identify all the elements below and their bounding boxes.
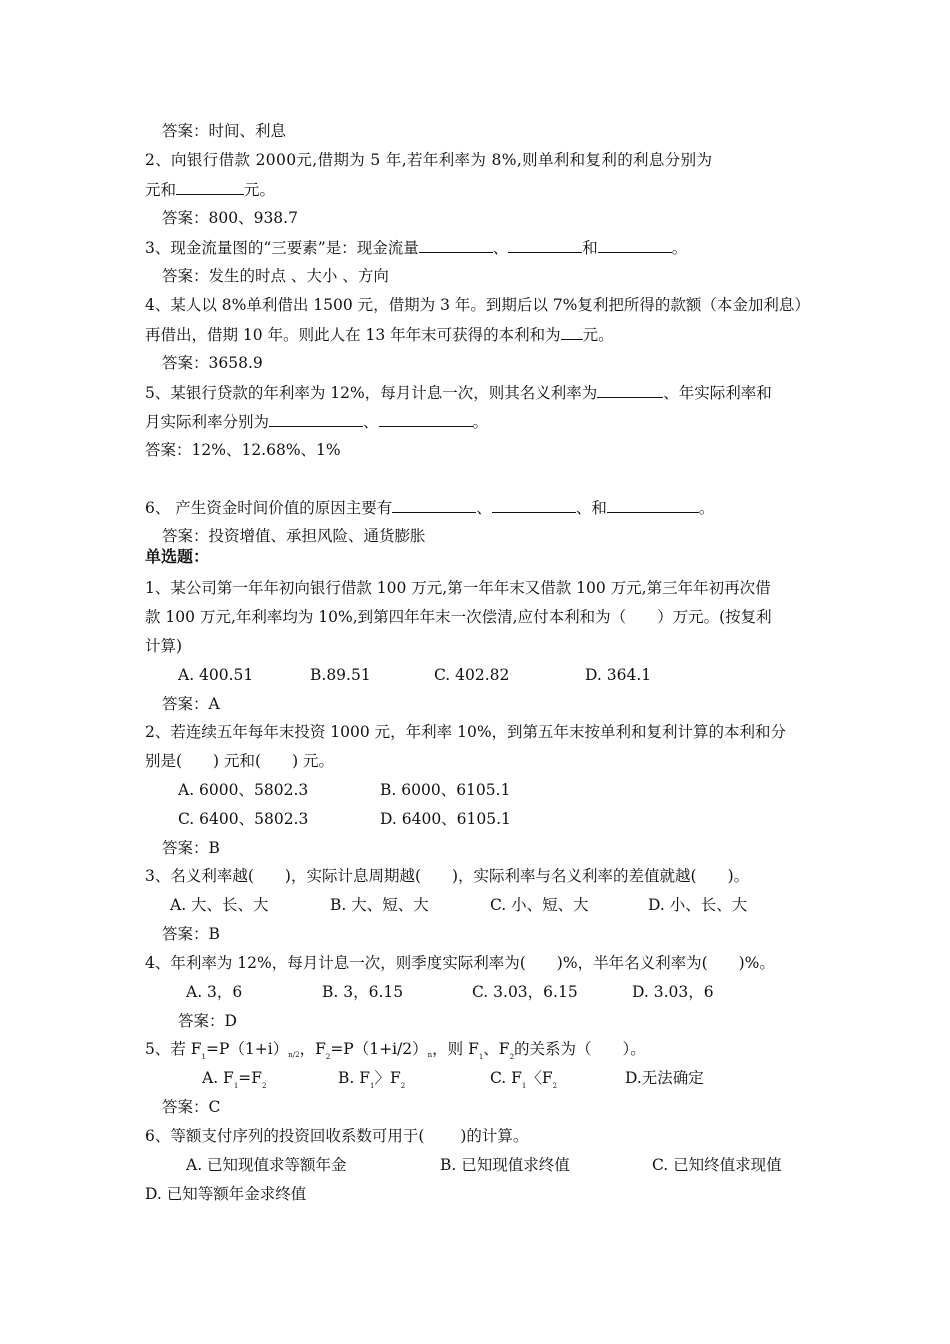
option-d[interactable]: D.无法确定: [625, 1069, 704, 1087]
answer-line: 答案：投资增值、承担风险、通货膨胀: [162, 527, 426, 545]
mc1-line-2: 款 100 万元,年利率均为 10%,到第四年年末一次偿清,应付本利和为（ ）万元。(按复利: [145, 608, 772, 626]
blank-field[interactable]: [176, 179, 244, 195]
option-c[interactable]: C. 6400、5802.3: [178, 810, 309, 828]
answer-line: 答案：发生的时点 、大小 、方向: [162, 267, 389, 285]
option-d[interactable]: D. 6400、6105.1: [380, 810, 511, 828]
option-b[interactable]: B. 已知现值求终值: [440, 1156, 570, 1174]
question-2-line-1: 2、向银行借款 2000元,借期为 5 年,若年利率为 8%,则单利和复利的利息分别为: [145, 151, 713, 169]
mc1-line-1: 1、某公司第一年年初向银行借款 100 万元,第一年年末又借款 100 万元,第三年年初再次借: [145, 579, 771, 597]
section-title: 单选题：: [145, 547, 210, 566]
question-6-line: 6、 产生资金时间价值的原因主要有 、 、和 。: [145, 499, 715, 517]
option-a[interactable]: A. 大、长、大: [170, 896, 269, 914]
option-a[interactable]: A. $F_1=F_2$: [202, 1069, 267, 1090]
mc2-line-2: 别是( ) 元和( ) 元。: [145, 752, 335, 770]
question-4-line-1: 4、某人以 8%单利借出 1500 元，借期为 3 年。到期后以 7%复利把所得的款额（本金加利息）: [145, 296, 810, 314]
blank-field[interactable]: [269, 411, 363, 427]
answer-line: 答案：3658.9: [162, 354, 263, 372]
option-a[interactable]: A. 6000、5802.3: [178, 781, 309, 799]
option-c[interactable]: C. 402.82: [434, 666, 510, 684]
question-5-line-2: 月实际利率分别为 、 。: [145, 413, 489, 431]
option-d[interactable]: D. 364.1: [585, 666, 652, 684]
option-b[interactable]: B. 大、短、大: [330, 896, 429, 914]
option-b[interactable]: B. $F_1$〉$F_2$: [338, 1069, 406, 1090]
answer-line: 答案：时间、利息: [162, 122, 287, 140]
question-3-line: 3、现金流量图的“三要素”是：现金流量 、 和 。: [145, 239, 688, 257]
option-c[interactable]: C. 已知终值求现值: [652, 1156, 782, 1174]
blank-field[interactable]: [419, 237, 493, 253]
blank-field[interactable]: [561, 324, 583, 340]
option-b[interactable]: B. 3，6.15: [322, 983, 404, 1001]
question-4-line-2: 再借出，借期 10 年。则此人在 13 年年末可获得的本利和为 元。: [145, 326, 614, 344]
option-d[interactable]: D. 小、长、大: [648, 896, 748, 914]
option-b[interactable]: B. 6000、6105.1: [380, 781, 511, 799]
mc1-line-3: 计算): [145, 637, 183, 655]
mc6-line: 6、等额支付序列的投资回收系数可用于( )的计算。: [145, 1127, 529, 1145]
option-d[interactable]: D. 3.03，6: [632, 983, 714, 1001]
answer-line: 答案：12%、12.68%、1%: [145, 441, 341, 459]
answer-line: 答案：D: [178, 1012, 237, 1030]
option-a[interactable]: A. 已知现值求等额年金: [186, 1156, 347, 1174]
option-c[interactable]: C. 小、短、大: [490, 896, 589, 914]
mc4-line: 4、年利率为 12%，每月计息一次，则季度实际利率为( )%，半年名义利率为( )%。: [145, 954, 775, 972]
option-c[interactable]: C. 3.03，6.15: [472, 983, 578, 1001]
blank-field[interactable]: [598, 237, 672, 253]
option-c[interactable]: C. $F_1$〈$F_2$: [490, 1069, 558, 1090]
question-5-line-1: 5、某银行贷款的年利率为 12%，每月计息一次，则其名义利率为 、年实际利率和: [145, 384, 772, 402]
answer-line: 答案：B: [162, 839, 220, 857]
option-b[interactable]: B.89.51: [310, 666, 371, 684]
mc5-line: 5、若 $F_1=P(1+i)n/2$，$F_2=P(1+i/2)n$，则 $F_1$、$F_2$的关系为（ ）。: [145, 1040, 646, 1061]
blank-field[interactable]: [379, 411, 473, 427]
blank-field[interactable]: [508, 237, 582, 253]
answer-line: 答案：800、938.7: [162, 209, 298, 227]
option-a[interactable]: A. 400.51: [178, 666, 254, 684]
blank-field[interactable]: [597, 382, 663, 398]
question-2-line-2: 元和 元。: [145, 181, 276, 199]
blank-field[interactable]: [607, 497, 699, 513]
answer-line: 答案：B: [162, 925, 220, 943]
option-d[interactable]: D. 已知等额年金求终值: [145, 1185, 307, 1203]
answer-line: 答案：A: [162, 695, 220, 713]
option-a[interactable]: A. 3，6: [186, 983, 243, 1001]
mc2-line-1: 2、若连续五年每年末投资 1000 元，年利率 10%，到第五年末按单利和复利计算的本利和分: [145, 723, 787, 741]
blank-field[interactable]: [492, 497, 576, 513]
blank-field[interactable]: [392, 497, 476, 513]
answer-line: 答案：C: [162, 1098, 221, 1116]
mc3-line: 3、名义利率越( )，实际计息周期越( )，实际利率与名义利率的差值就越( )。: [145, 867, 750, 885]
